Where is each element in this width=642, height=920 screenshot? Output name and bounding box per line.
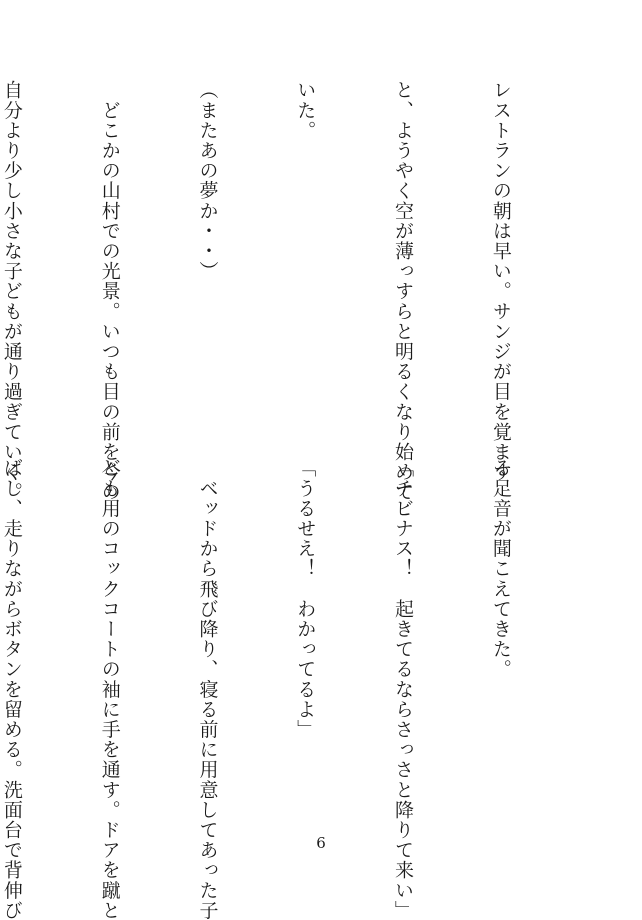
page-number: 6: [316, 834, 326, 852]
text-block-top: [0, 80, 582, 503]
text-line: ども用のコックコートの袖に手を通す。ドアを蹴と: [98, 458, 121, 920]
text-line: 「チビナス！ 起きてるならさっさと降りて来い」: [392, 458, 415, 920]
text-line: いた。: [294, 80, 317, 141]
text-block-bottom: [0, 458, 582, 920]
text-line: る足音が聞こえてきた。: [489, 458, 512, 680]
text-line: ばし、走りながらボタンを留める。洗面台で背伸び: [0, 458, 23, 920]
text-line: 自分より少し小さな子どもが通り過ぎていく。: [0, 80, 23, 503]
text-line: と、ようやく空が薄っすらと明るくなり始めて: [392, 80, 415, 503]
text-line: どこかの山村での光景。いつも目の前を今の: [98, 80, 121, 503]
text-line: （またあの夢か・・）: [196, 80, 219, 281]
text-line: 「うるせえ！ わかってるよ」: [294, 458, 317, 740]
text-line: ベッドから飛び降り、寝る前に用意してあった子: [196, 458, 219, 920]
text-line: レストランの朝は早い。サンジが目を覚ます: [489, 80, 512, 482]
